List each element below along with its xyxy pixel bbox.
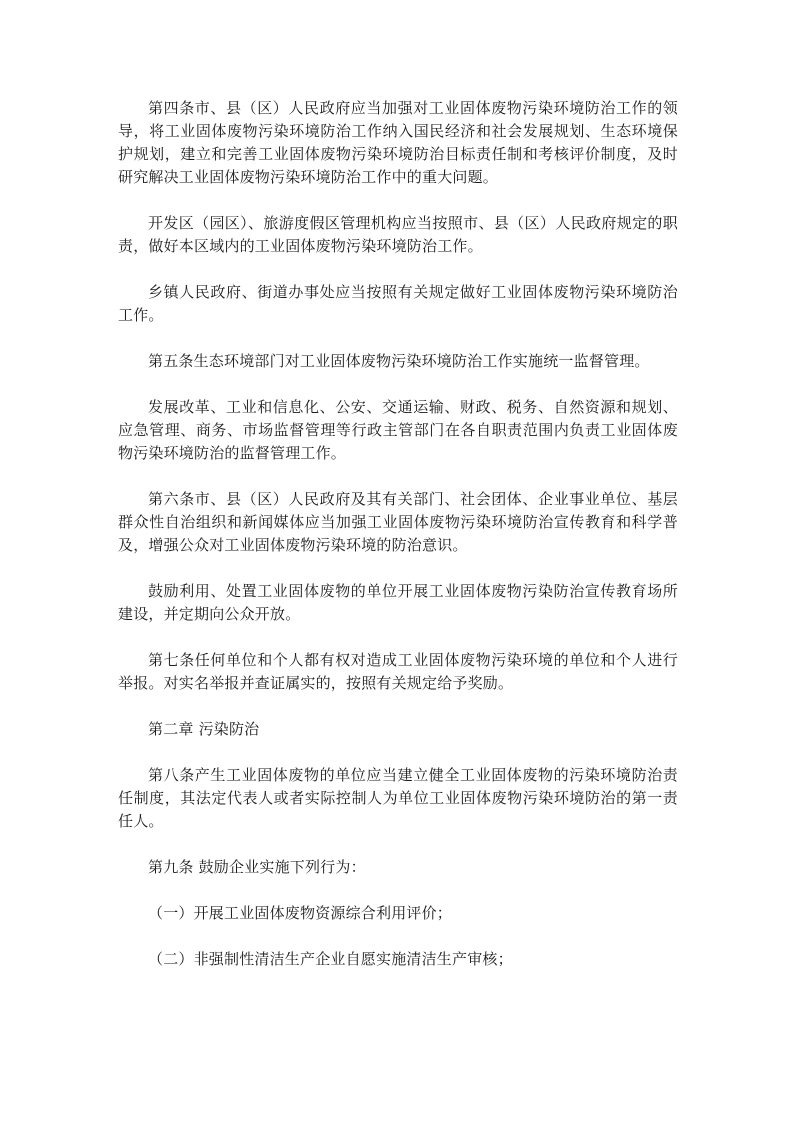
document-body xyxy=(118,97,678,971)
paragraph-article-9: 第九条 鼓励企业实施下列行为： xyxy=(148,858,366,876)
paragraph-article-4: 第四条市、县（区）人民政府应当加强对工业固体废物污染环境防治工作的领导，将工业固体废物污染环境防治工作纳入国民经济和社会发展规划、生态环境保护规划，建立和完善工业固体废物污染环境防治目标责任制和考核评价制度，及时研究解决工业固体废物污染环境防治工作中的重大问题。 xyxy=(118,99,678,186)
paragraph-development-zones: 开发区（园区）、旅游度假区管理机构应当按照市、县（区）人民政府规定的职责，做好本区域内的工业固体废物污染环境防治工作。 xyxy=(118,214,678,255)
paragraph-article-5: 第五条生态环境部门对工业固体废物污染环境防治工作实施统一监督管理。 xyxy=(148,352,650,370)
paragraph-departments: 发展改革、工业和信息化、公安、交通运输、财政、税务、自然资源和规划、应急管理、商务、市场监督管理等行政主管部门在各自职责范围内负责工业固体废物污染环境防治的监督管理工作。 xyxy=(118,398,678,462)
paragraph-article-7: 第七条任何单位和个人都有权对造成工业固体废物污染环境的单位和个人进行举报。对实名举报并查证属实的，按照有关规定给予奖励。 xyxy=(118,651,678,692)
chapter-heading: 第二章 污染防治 xyxy=(148,720,260,738)
list-item-2: （二）非强制性清洁生产企业自愿实施清洁生产审核； xyxy=(148,950,513,968)
paragraph-article-6: 第六条市、县（区）人民政府及其有关部门、社会团体、企业事业单位、基层群众性自治组织和新闻媒体应当加强工业固体废物污染环境防治宣传教育和科学普及，增强公众对工业固体废物污染环境的防治意识。 xyxy=(118,490,678,554)
paragraph-township-governments: 乡镇人民政府、街道办事处应当按照有关规定做好工业固体废物污染环境防治工作。 xyxy=(118,283,678,324)
list-item-1: （一）开展工业固体废物资源综合利用评价； xyxy=(148,904,453,922)
paragraph-article-8: 第八条产生工业固体废物的单位应当建立健全工业固体废物的污染环境防治责任制度，其法定代表人或者实际控制人为单位工业固体废物污染环境防治的第一责任人。 xyxy=(118,766,678,830)
paragraph-education-venues: 鼓励利用、处置工业固体废物的单位开展工业固体废物污染防治宣传教育场所建设，并定期向公众开放。 xyxy=(118,582,678,623)
